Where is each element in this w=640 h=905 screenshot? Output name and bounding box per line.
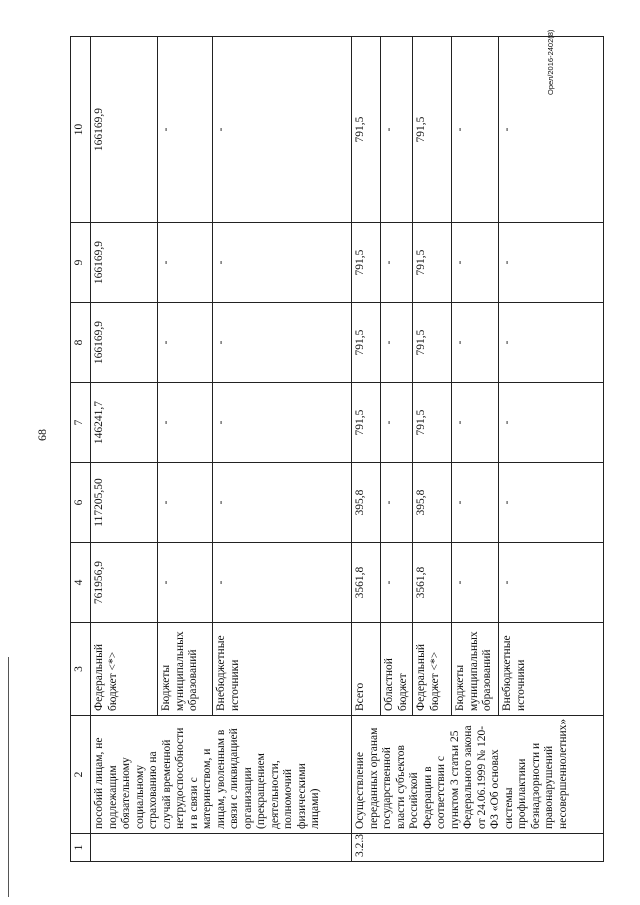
value-cell: 791,5 (413, 37, 452, 223)
page-number: 68 (35, 429, 49, 441)
value-cell: - (381, 223, 413, 303)
value-cell: - (381, 383, 413, 463)
value-cell: - (158, 463, 213, 543)
value-cell: 791,5 (352, 37, 381, 223)
value-cell: 3561,8 (352, 543, 381, 623)
header-cell: 4 (71, 543, 91, 623)
measure-description-cell: пособий лицам, не подлежащим обязательному социальному страхованию на случай временной нетрудоспособности и в связи с материнством, и лицам, уволенным в связи с ликвидацией организации (прекращением деятельности, полномочий физическими лицами) (91, 716, 352, 834)
header-row (71, 37, 91, 862)
funding-source-cell: Всего (352, 623, 381, 716)
value-cell: - (213, 543, 352, 623)
budget-table (70, 36, 604, 862)
value-cell: - (499, 463, 604, 543)
value-cell: - (213, 37, 352, 223)
value-cell: - (381, 303, 413, 383)
value-cell: 791,5 (352, 383, 381, 463)
header-cell: 8 (71, 303, 91, 383)
funding-source-cell: Областной бюджет (381, 623, 413, 716)
funding-source-cell: Бюджеты муниципальных образований (158, 623, 213, 716)
table-row (352, 37, 381, 862)
rotated-table-container (70, 37, 610, 862)
value-cell: 791,5 (352, 303, 381, 383)
value-cell: - (452, 543, 499, 623)
row-number-cell: 3.2.3 (352, 834, 604, 862)
value-cell: 166169,9 (91, 303, 158, 383)
funding-source-cell: Федеральный бюджет <*> (413, 623, 452, 716)
funding-source-cell: Внебюджетные источники (213, 623, 352, 716)
funding-source-cell: Бюджеты муниципальных образований (452, 623, 499, 716)
header-cell: 1 (71, 834, 91, 862)
header-cell: 9 (71, 223, 91, 303)
value-cell: 166169,9 (91, 37, 158, 223)
header-cell: 7 (71, 383, 91, 463)
row-number-cell (91, 834, 352, 862)
value-cell: - (452, 463, 499, 543)
value-cell: 791,5 (413, 303, 452, 383)
value-cell: - (452, 223, 499, 303)
value-cell: 791,5 (352, 223, 381, 303)
value-cell: - (499, 37, 604, 223)
value-cell: 791,5 (413, 223, 452, 303)
header-cell: 6 (71, 463, 91, 543)
funding-source-cell: Федеральный бюджет <*> (91, 623, 158, 716)
value-cell: 761956,9 (91, 543, 158, 623)
value-cell: - (213, 223, 352, 303)
value-cell: - (452, 383, 499, 463)
value-cell: - (158, 37, 213, 223)
value-cell: 146241,7 (91, 383, 158, 463)
value-cell: - (499, 543, 604, 623)
value-cell: 395,8 (413, 463, 452, 543)
value-cell: - (381, 37, 413, 223)
table-row (91, 37, 158, 862)
value-cell: - (499, 383, 604, 463)
value-cell: - (499, 303, 604, 383)
header-cell: 10 (71, 37, 91, 223)
value-cell: 791,5 (413, 383, 452, 463)
value-cell: - (158, 543, 213, 623)
value-cell: - (452, 37, 499, 223)
value-cell: - (213, 303, 352, 383)
value-cell: - (158, 303, 213, 383)
document-code: Орел/2016-2402(8) (546, 29, 555, 95)
header-cell: 2 (71, 716, 91, 834)
value-cell: - (381, 543, 413, 623)
value-cell: - (213, 463, 352, 543)
value-cell: 166169,9 (91, 223, 158, 303)
value-cell: 3561,8 (413, 543, 452, 623)
value-cell: - (452, 303, 499, 383)
measure-description-cell: Осуществление переданных органам государственной власти субъектов Российской Федерации в соответствии с пунктом 3 статьи 25 Федерального закона от 24.06.1999 № 120-ФЗ «Об основах системы профилактики безнадзорности и правонарушений несовершеннолетних» (352, 716, 604, 834)
value-cell: - (158, 383, 213, 463)
header-cell: 3 (71, 623, 91, 716)
value-cell: - (499, 223, 604, 303)
value-cell: - (381, 463, 413, 543)
funding-source-cell: Внебюджетные источники (499, 623, 604, 716)
value-cell: - (158, 223, 213, 303)
value-cell: 117205,50 (91, 463, 158, 543)
value-cell: - (213, 383, 352, 463)
margin-rule (8, 657, 9, 897)
value-cell: 395,8 (352, 463, 381, 543)
